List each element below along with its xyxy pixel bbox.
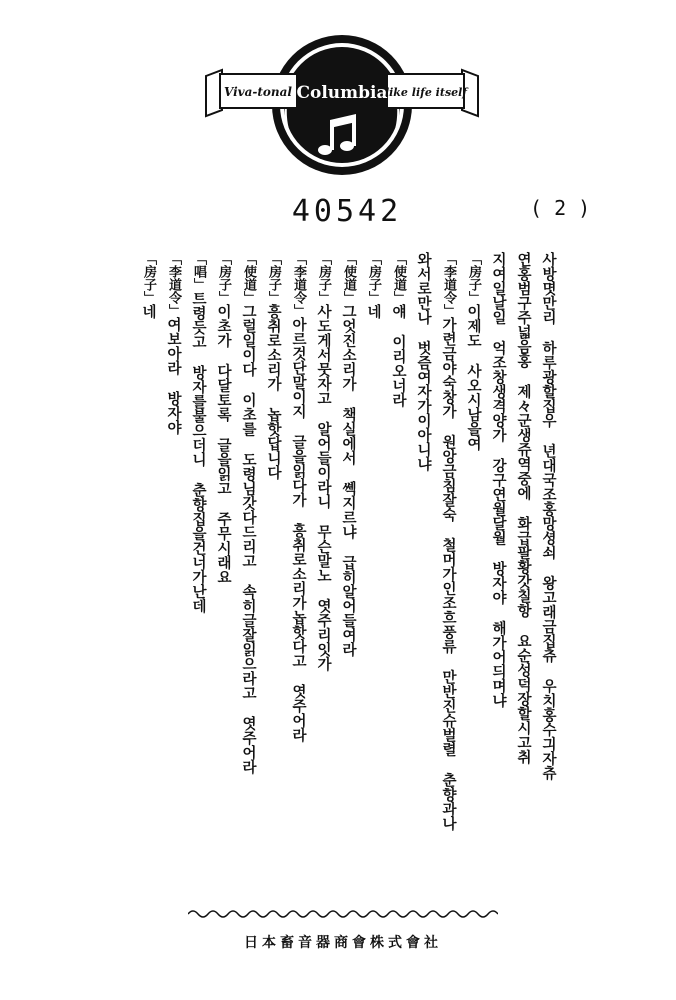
text-column: [288, 252, 308, 742]
text-column: [338, 252, 358, 657]
catalog-number: 40542: [291, 194, 403, 229]
speaker-label: 「李道令」: [441, 252, 456, 317]
line-text: 아르것단말이지 글을읽다가 흥취로소리가놉핫다고 엿주어라: [290, 317, 306, 742]
wavy-divider: [188, 906, 498, 922]
text-column: [263, 252, 283, 480]
line-text: 사도게서뭇자고 알어들이라니 무슨말노 엿주리잇가: [315, 304, 331, 671]
text-column: [513, 252, 533, 764]
speaker-label: 「房子」: [316, 252, 331, 304]
line-text: 그럴일이다 이초를 도령님갓다드리고 속히글잘읽으라고 엿주어라: [240, 304, 256, 774]
line-text: 와서로만나 벗즘여자가이아니냐: [415, 252, 431, 471]
text-column: [388, 252, 408, 407]
text-column: [238, 252, 258, 774]
text-column: [488, 252, 508, 708]
speaker-label: 「房子」: [466, 252, 481, 304]
line-text: 연홍범구주넓음홍 제々군생쥬역중에 화급팔황갓칠항 요순성덕장할시고취: [515, 252, 531, 764]
publisher-name: 日本畜音器商會株式會社: [244, 935, 442, 951]
columbia-logo: [202, 30, 482, 180]
text-column: [363, 252, 383, 319]
page-number: ( 2 ): [530, 196, 591, 220]
speaker-label: 「房子」: [141, 252, 156, 304]
text-column: [138, 252, 158, 319]
text-column: [538, 252, 558, 780]
right-banner-label: like life itself: [384, 86, 468, 99]
line-text: 지여일날일 억조창생격양가 강구연월달월 방자야 해가어듸며냐: [490, 252, 506, 708]
text-column: [213, 252, 233, 584]
line-text: 트령듯고 방자를불으더니 춘향집을건너가난데: [190, 291, 206, 613]
speaker-label: 「房子」: [266, 252, 281, 304]
text-column: [438, 252, 458, 831]
left-banner-label: Viva-tonal: [224, 85, 292, 99]
line-text: 사방몃만리 하루광할집우 년대국조홍망셩쇠 왕고래금집츄 우치홍수긔자츄: [540, 252, 556, 780]
line-text: 가련금야숙창가 원앙금침잘숙 철머가인조흐풍류 만반진슈벌렬 춘향과나: [440, 317, 456, 831]
speaker-label: 「使道」: [341, 252, 356, 304]
speaker-label: 「李道令」: [166, 252, 181, 317]
text-column: [463, 252, 483, 451]
text-column: [313, 252, 333, 671]
speaker-label: 「房子」: [366, 252, 381, 304]
line-text: 네: [140, 304, 156, 319]
speaker-label: 「使道」: [391, 252, 406, 304]
speaker-label: 「房子」: [216, 252, 231, 304]
line-text: 이제도 사오시남을여: [465, 304, 481, 451]
text-column: [413, 252, 433, 471]
line-text: 여보아라 방자야: [165, 317, 181, 435]
line-text: 흥취로소리가 놉핫답니다: [265, 304, 281, 480]
text-column: [188, 252, 208, 613]
line-text: 그엇진소리가 책실에서 쎽지르냐 급히알어들여라: [340, 304, 356, 657]
line-text: 이초가 다달토록 글을읽고 주무시래요: [215, 304, 231, 584]
line-text: 얘 이리오너라: [390, 304, 406, 407]
line-text: 네: [365, 304, 381, 319]
speaker-label: 「使道」: [241, 252, 256, 304]
speaker-label: 「李道令」: [291, 252, 306, 317]
text-column: [163, 252, 183, 435]
speaker-label: 「唱」: [191, 252, 206, 291]
brand-label: Columbia: [296, 83, 388, 103]
